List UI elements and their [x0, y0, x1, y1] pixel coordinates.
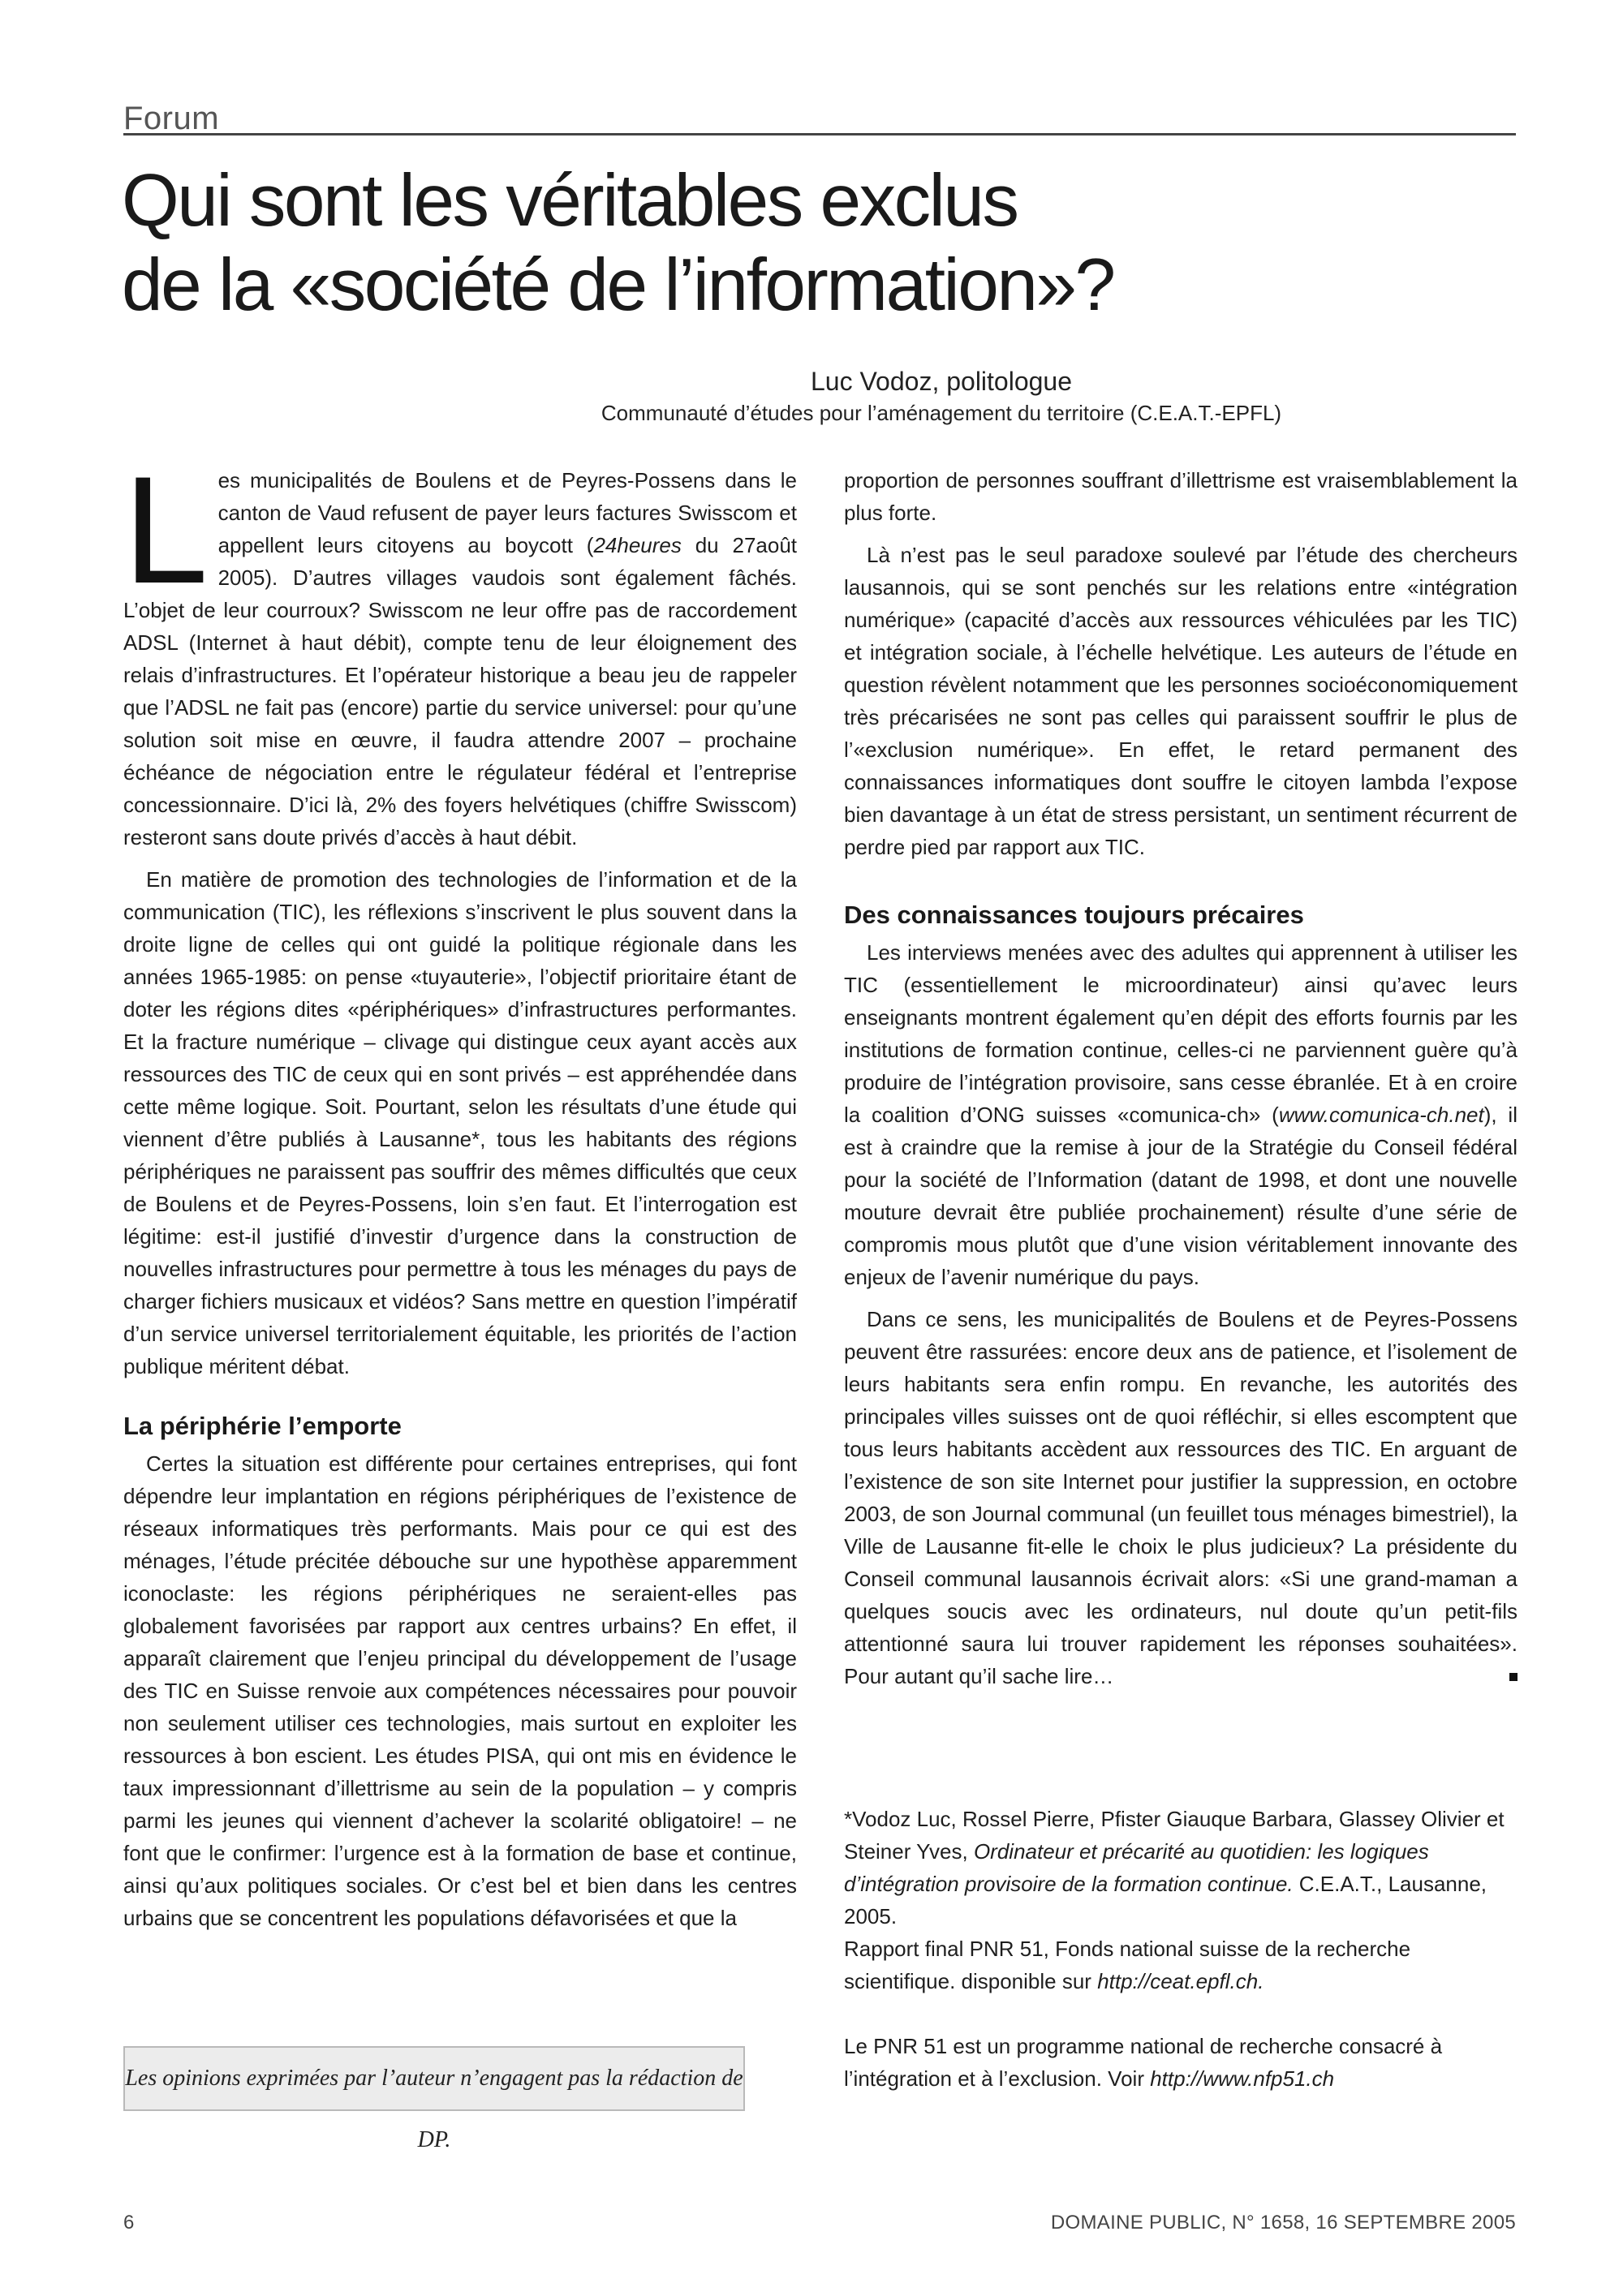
author-affiliation: Communauté d’études pour l’aménagement du territoire (C.E.A.T.-EPFL) [601, 401, 1282, 425]
page-number: 6 [123, 2212, 135, 2234]
reference-1 [844, 1803, 1518, 1997]
paragraph-tic: En matière de promotion des technologies de l’information et de la communication (TIC), les réflexions s’inscrivent le plus souvent dans la droite ligne de celles qui ont guidé la politique régionale dans les années 1965-1985: on pense «tuyauterie», l’objectif prioritaire étant de doter les régions dites «périphériques» d’infrastructures performantes. Et la fracture numérique – clivage qui distingue ceux ayant accès aux ressources des TIC de ceux qui en sont privés – est appréhendée dans cette même logique. Soit. Pourtant, selon les résultats d’une étude qui viennent d’être publiés à Lausanne*, tous les habitants des régions périphériques ne paraissent pas souffrir des mêmes difficultés que ceux de Boulens et de Peyres-Possens, loin s’en faut. Et l’interrogation est légitime: est-il justifié d’investir d’urgence dans la construction de nouvelles infrastructures pour permettre à tous les ménages du pays de charger fichiers musicaux et vidéos? Sans mettre en question l’impératif d’un service universel territorialement équitable, les priorités de l’action publique méritent débat. [123, 867, 797, 1378]
paragraph-text: es municipalités de Boulens et de Peyres-Possens dans le canton de Vaud refusent de payer leurs factures Swisscom et appellent leurs citoyens au boycott ( [217, 468, 797, 557]
paragraph-paradoxe: Là n’est pas le seul paradoxe soulevé par l’étude des chercheurs lausannois, qui se sont penchés sur les relations entre «intégration numérique» (capacité d’accès aux ressources véhiculées par les TIC) et intégration sociale, à l’échelle helvétique. Les auteurs de l’étude en question révèlent notamment que les personnes socioéconomiquement très précarisées ne sont pas celles qui paraissent souffrir le plus de l’«exclusion numérique». En effet, le retard permanent des connaissances informatiques dont souffre le citoyen lambda l’expose bien davantage à un état de stress persistant, un sentiment récurrent de perdre pied par rapport aux TIC. [844, 543, 1518, 859]
disclaimer-box: Les opinions exprimées par l’auteur n’engagent pas la rédaction de DP. [123, 2046, 745, 2111]
paragraph-text: ), il est à craindre que la remise à jour de la Stratégie du Conseil fédéral pour la société de l’Information (datant de 1998, et dont une nouvelle mouture devrait être publiée prochainement) résulte d’une série de compromis mous plutôt que d’une vision véritablement innovante des enjeux de l’avenir numérique du pays. [844, 1103, 1518, 1289]
left-column [123, 445, 798, 1934]
rubric-rule [123, 133, 1516, 135]
right-column [844, 464, 1518, 1692]
reference-title: Ordinateur et précarité au quotidien: les logiques d’intégration provisoire de la formation continue. [844, 1839, 1429, 1896]
paragraph-interviews [844, 936, 1518, 1293]
reference-text: Le PNR 51 est un programme national de recherche consacré à l’intégration et à l’exclusion. Voir [844, 2034, 1443, 2091]
paragraph-conclusion [844, 1303, 1518, 1692]
drop-cap: L [123, 445, 209, 615]
reference-text: C.E.A.T., Lausanne, 2005. [844, 1872, 1487, 1928]
paragraph-peripherie: Certes la situation est différente pour certaines entreprises, qui font dépendre leur implantation en régions périphériques de l’existence de réseaux informatiques très performants. Mais pour ce qui est des ménages, l’étude précitée débouche sur une hypothèse apparemment iconoclaste: les régions périphériques ne seraient-elles pas globalement favorisées par rapport aux centres urbains? En effet, il apparaît clairement que l’enjeu principal du développement de l’usage des TIC en Suisse renvoie aux compétences nécessaires pour pouvoir non seulement utiliser ces technologies, mais surtout en exploiter les ressources à bon escient. Les études PISA, qui ont mis en évidence le taux impressionnant d’illettrisme au sein de la population – y compris parmi les jeunes qui viennent d’achever la scolarité obligatoire! – ne font que le confirmer: l’urgence est à la formation de base et continue, ainsi qu’aux politiques sociales. Or c’est bel et bien dans les centres urbains que se concentrent les populations défavorisées et que la [123, 1451, 797, 1930]
reference-text: *Vodoz Luc, Rossel Pierre, Pfister Giauque Barbara, Glassey Olivier et Steiner Yves, [844, 1807, 1505, 1864]
paragraph-text: Dans ce sens, les municipalités de Boulens et de Peyres-Possens peuvent être rassurées: encore deux ans de patience, et l’isolement de leurs habitants sera enfin rompu. En revanche, les autorités des principales villes suisses ont de quoi réfléchir, si elles escomptent que tous leurs habitants accèdent aux ressources des TIC. En arguant de l’existence de son site Internet pour justifier la suppression, en octobre 2003, de son Journal communal (un feuillet tous ménages bimestriel), la Ville de Lausanne fit-elle le choix le plus judicieux? La présidente du Conseil communal lausannois écrivait alors: «Si une grand-maman a quelques soucis avec les ordinateurs, nul doute qu’un petit-fils attentionné saura lui trouver rapidement les réponses souhaitées». Pour autant qu’il sache lire… [844, 1307, 1518, 1688]
paragraph-text: Les interviews menées avec des adultes qui apprennent à utiliser les TIC (essentiellement le microordinateur) ainsi qu’avec leurs enseignants montrent également qu’en dépit des efforts fournis par les institutions de formation continue, celles-ci ne parviennent guère qu’à produire de l’intégration provisoire, sans cesse ébranlée. Et à en croire la coalition d’ONG suisses «comunica-ch» ( [844, 940, 1518, 1127]
end-of-article-mark [1509, 1673, 1518, 1681]
title-line-2: de la «société de l’information»? [122, 244, 1114, 326]
author-byline: Luc Vodoz, politologue [810, 367, 1073, 396]
article-title [122, 159, 1501, 328]
rubric-label: Forum [123, 101, 220, 136]
subheading-connaissances: Des connaissances toujours précaires [844, 901, 1304, 929]
link-comunica[interactable]: www.comunica-ch.net [1278, 1103, 1484, 1127]
paragraph-intro [123, 445, 798, 853]
publication-footer: DOMAINE PUBLIC, N° 1658, 16 SEPTEMBRE 2005 [1050, 2212, 1516, 2234]
link-ceat[interactable]: http://ceat.epfl.ch. [1097, 1969, 1264, 1993]
subheading-peripherie: La périphérie l’emporte [123, 1412, 402, 1440]
paragraph-continued: proportion de personnes souffrant d’illettrisme est vraisemblablement la plus forte. [844, 468, 1518, 525]
link-nfp51[interactable]: http://www.nfp51.ch [1150, 2066, 1335, 2091]
newspaper-name: 24heures [593, 533, 682, 557]
reference-text: Rapport final PNR 51, Fonds national suisse de la recherche scientifique. disponible sur [844, 1937, 1411, 1993]
paragraph-text: du 27août 2005). D’autres villages vaudois sont également fâchés. L’objet de leur courroux? Swisscom ne leur offre pas de raccordement ADSL (Internet à haut débit), compte tenu de leur éloignement des relais d’infrastructures. Et l’opérateur historique a beau jeu de rappeler que l’ADSL ne fait pas (encore) partie du service universel: pour qu’une solution soit mise en œuvre, il faudra attendre 2007 – prochaine échéance de négociation entre le régulateur fédéral et l’entreprise concessionnaire. D’ici là, 2% des foyers helvétiques (chiffre Swisscom) resteront sans doute privés d’accès à haut débit. [123, 533, 798, 849]
reference-pnr51 [844, 2030, 1518, 2095]
references [844, 1803, 1518, 2095]
title-line-1: Qui sont les véritables exclus [122, 160, 1018, 242]
